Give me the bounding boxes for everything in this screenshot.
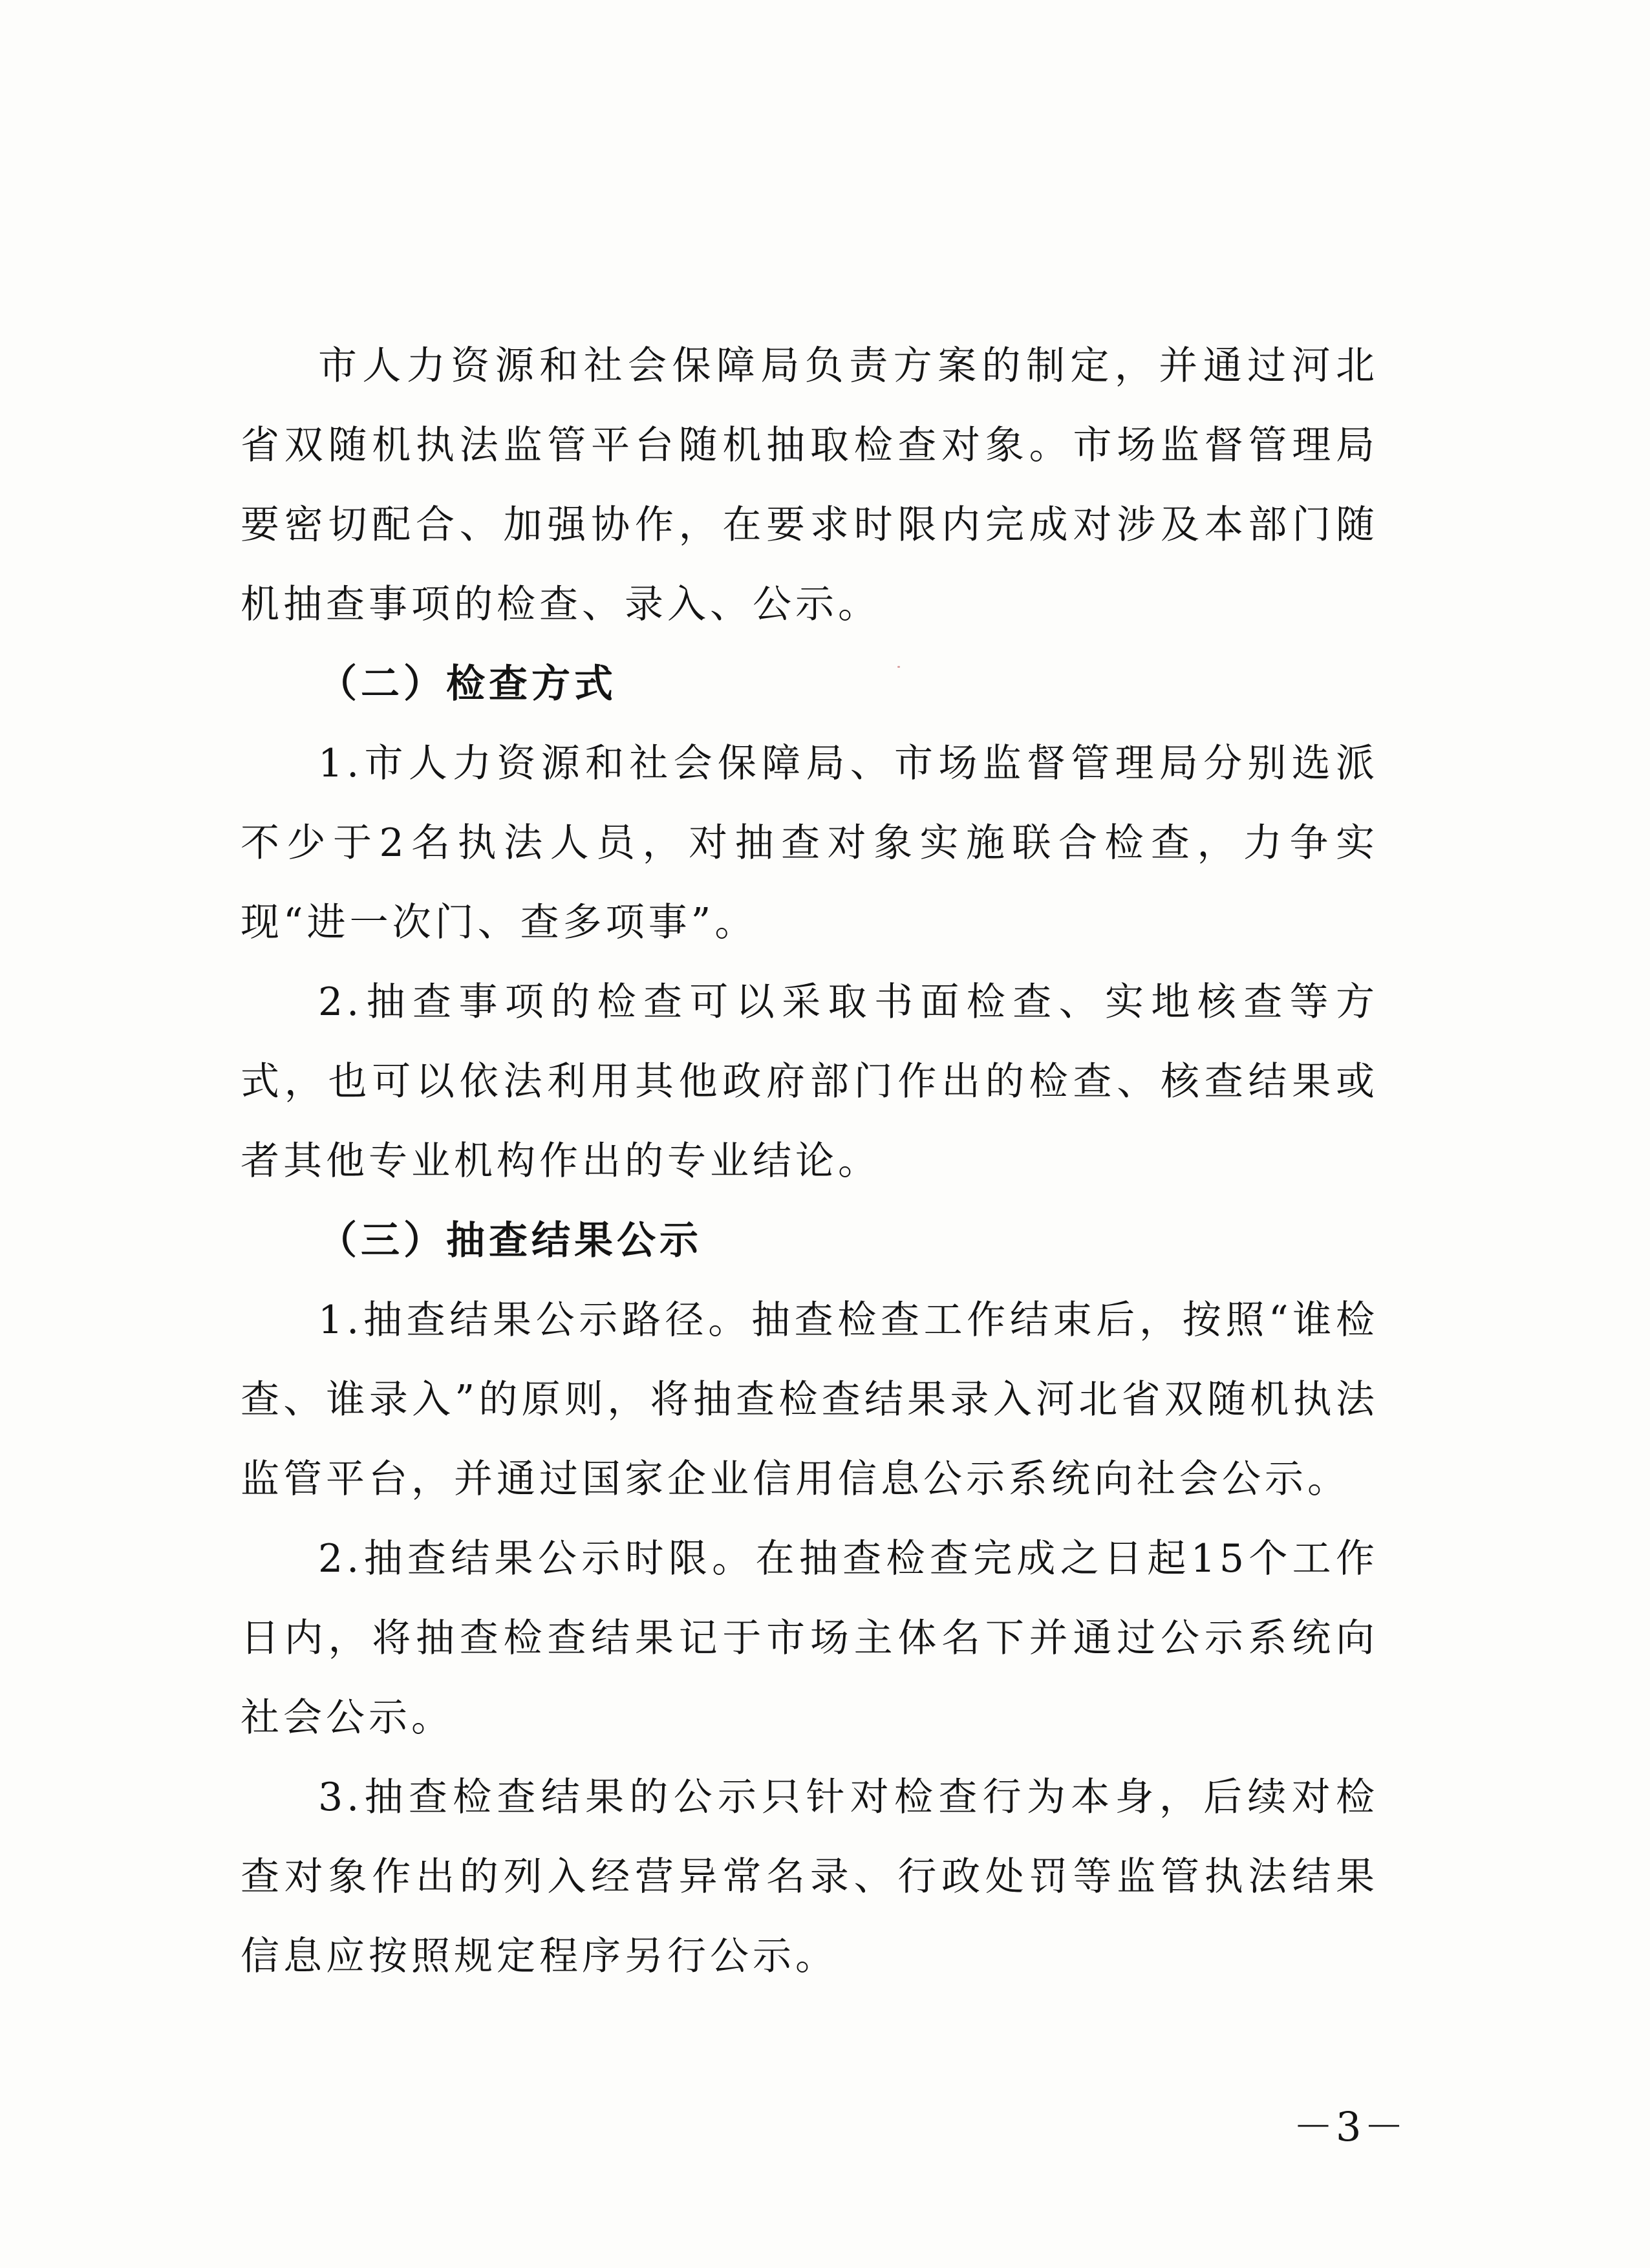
section-heading-result-publicity: （三）抽查结果公示 <box>318 1218 702 1263</box>
scan-speck <box>897 666 900 668</box>
paragraph-intro: 市人力资源和社会保障局负责方案的制定，并通过河北省双随机执法监管平台随机抽取检查对象。市场监督管理局要密切配合、加强协作，在要求时限内完成对涉及本部门随机抽查事项的检查、录入、公示。 <box>241 343 1378 627</box>
paragraph-publicity-1: 1.抽查结果公示路径。抽查检查工作结束后，按照“谁检查、谁录入”的原则，将抽查检查结果录入河北省双随机执法监管平台，并通过国家企业信用信息公示系统向社会公示。 <box>241 1298 1378 1502</box>
paragraph-method-1: 1.市人力资源和社会保障局、市场监督管理局分别选派不少于2名执法人员，对抽查对象实施联合检查，力争实现“进一次门、查多项事”。 <box>241 741 1378 945</box>
paragraph-publicity-2: 2.抽查结果公示时限。在抽查检查完成之日起15个工作日内，将抽查检查结果记于市场主体名下并通过公示系统向社会公示。 <box>241 1536 1378 1740</box>
paragraph-method-2: 2.抽查事项的检查可以采取书面检查、实地核查等方式，也可以依法利用其他政府部门作出的检查、核查结果或者其他专业机构作出的专业结论。 <box>241 979 1378 1184</box>
page-number: －3－ <box>1293 2103 1407 2150</box>
paragraph-publicity-3: 3.抽查检查结果的公示只针对检查行为本身，后续对检查对象作出的列入经营异常名录、行政处罚等监管执法结果信息应按照规定程序另行公示。 <box>241 1775 1378 1979</box>
document-body <box>241 326 1378 1996</box>
section-heading-inspection-method: （二）检查方式 <box>318 661 617 707</box>
